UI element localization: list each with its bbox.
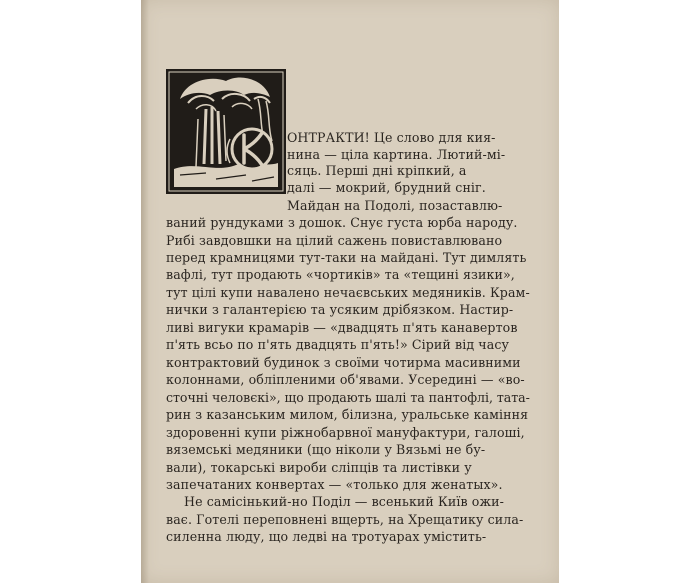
- text-line: вяземські медяники (що ніколи у Вязьмі не бу-: [166, 442, 486, 457]
- text-line: силенна люду, що ледві на тротуарах умістить-: [166, 529, 487, 544]
- page-gutter-shadow: [141, 0, 149, 583]
- text-line: контрактовий будинок з своїми чотирма масивними: [166, 355, 521, 370]
- text-line: здоровенні купи ріжнобарвної мануфактури, галоші,: [166, 425, 525, 440]
- text-line: ває. Готелі переповнені вщерть, на Хрещатику сила-: [166, 512, 524, 527]
- text-line: сяць. Перші дні кріпкий, а: [287, 163, 467, 178]
- text-line: ОНТРАКТИ! Це слово для кия-: [287, 130, 496, 145]
- text-line: рин з казанським милом, білизна, уральське каміння: [166, 407, 529, 422]
- text-line: Майдан на Подолі, позаставлю-: [287, 198, 503, 213]
- text-line: нина — ціла картина. Лютий-мі-: [287, 147, 506, 162]
- text-line: ваний рундуками з дошок. Снує густа юрба народу.: [166, 215, 518, 230]
- text-line: сточні человєкі», що продають шалі та пантофлі, тата-: [166, 390, 530, 405]
- text-line: тут цілі купи навалено нечаєвських медяників. Крам-: [166, 285, 530, 300]
- text-line: Рибі завдовшки на цілий сажень повиставлювано: [166, 233, 503, 248]
- text-line: ливі вигуки крамарів — «двадцять п'ять канавертов: [166, 320, 518, 335]
- text-line: колоннами, обліпленими об'явами. Усередині — «во-: [166, 372, 525, 387]
- text-line: Не самісінький-но Поділ — всенький Київ ожи-: [184, 494, 504, 509]
- text-line: далі — мокрий, брудний сніг.: [287, 180, 486, 195]
- text-line: нички з галантерією та усяким дрібязком. Настир-: [166, 302, 514, 317]
- text-line: перед крамницями тут-таки на майдані. Тут димлять: [166, 250, 527, 265]
- text-line: вали), токарські вироби сліпців та листівки у: [166, 460, 472, 475]
- decorated-initial-woodcut: [166, 69, 286, 194]
- text-line: запечатаних конвертах — «только для женатых».: [166, 477, 503, 492]
- text-line: вафлі, тут продають «чортиків» та «тещині язики»,: [166, 267, 515, 282]
- text-line: п'ять всьо по п'ять двадцять п'ять!» Сірий від часу: [166, 337, 509, 352]
